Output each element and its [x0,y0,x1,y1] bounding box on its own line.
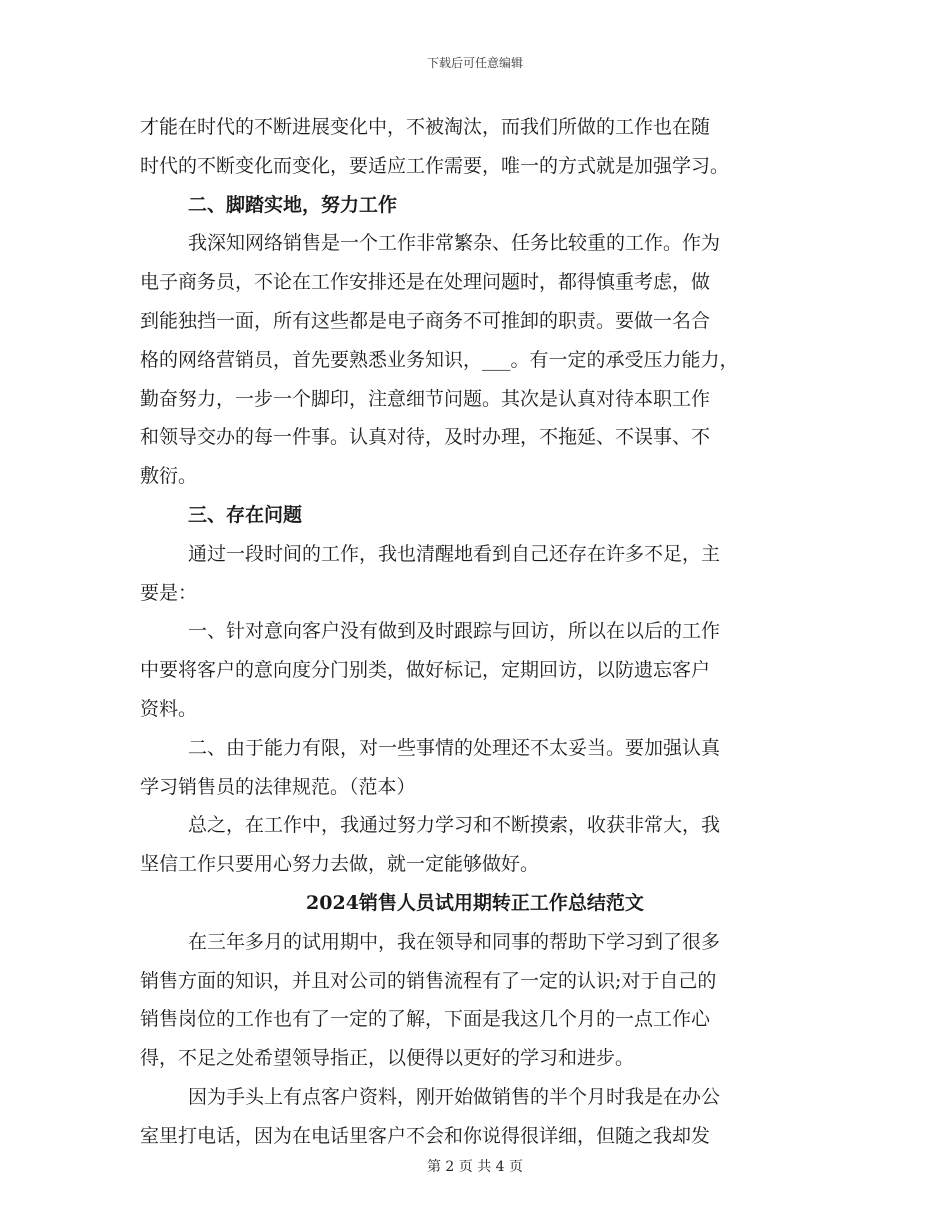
section-heading: 二、脚踏实地，努力工作 [188,193,398,216]
paragraph-line: 二、由于能力有限，对一些事情的处理还不太妥当。要加强认真 [188,736,721,759]
section-heading: 三、存在问题 [188,503,303,526]
paragraph-line: 室里打电话，因为在电话里客户不会和你说得很详细，但随之我却发 [140,1124,711,1147]
paragraph-line: 坚信工作只要用心努力去做，就一定能够做好。 [140,853,540,876]
paragraph-line: 敷衍。 [140,465,198,488]
paragraph-line: 销售方面的知识，并且对公司的销售流程有了一定的认识;对于自己的 [140,969,717,992]
paragraph-line: 得，不足之处希望领导指正，以便得以更好的学习和进步。 [140,1047,635,1070]
paragraph-line: 和领导交办的每一件事。认真对待，及时办理，不拖延、不误事、不 [140,426,711,449]
paragraph-line: 要是： [140,581,198,604]
paragraph-line: 通过一段时间的工作，我也清醒地看到自己还存在许多不足，主 [188,542,721,565]
document-title: 2024销售人员试用期转正工作总结范文 [306,891,644,914]
document-body [140,108,810,1156]
paragraph-line: 中要将客户的意向度分门别类，做好标记，定期回访，以防遗忘客户 [140,659,711,682]
paragraph-line: 才能在时代的不断进展变化中，不被淘汰，而我们所做的工作也在随 [140,116,711,138]
paragraph-line: 格的网络营销员，首先要熟悉业务知识，___。有一定的承受压力能力， [140,348,739,371]
paragraph-line: 一、针对意向客户没有做到及时跟踪与回访，所以在以后的工作 [188,620,721,643]
paragraph-line: 在三年多月的试用期中，我在领导和同事的帮助下学习到了很多 [188,930,721,953]
paragraph-line: 到能独挡一面，所有这些都是电子商务不可推卸的职责。要做一名合 [140,309,711,332]
page-footer: 第 2 页 共 4 页 [426,1159,524,1175]
paragraph-line: 勤奋努力，一步一个脚印，注意细节问题。其次是认真对待本职工作 [140,387,711,410]
paragraph-line: 因为手头上有点客户资料，刚开始做销售的半个月时我是在办公 [188,1085,721,1108]
page-header: 下载后可任意编辑 [426,56,523,70]
paragraph-line: 我深知网络销售是一个工作非常繁杂、任务比较重的工作。作为 [188,232,721,255]
paragraph-line: 电子商务员，不论在工作安排还是在处理问题时，都得慎重考虑，做 [140,271,711,294]
paragraph-line: 学习销售员的法律规范。（范本） [140,775,416,798]
paragraph-line: 总之，在工作中，我通过努力学习和不断摸索，收获非常大，我 [188,814,721,837]
paragraph-line: 时代的不断变化而变化，要适应工作需要，唯一的方式就是加强学习。 [140,154,730,177]
paragraph-line: 销售岗位的工作也有了一定的了解，下面是我这几个月的一点工作心 [140,1008,711,1031]
paragraph-line: 资料。 [140,697,198,720]
